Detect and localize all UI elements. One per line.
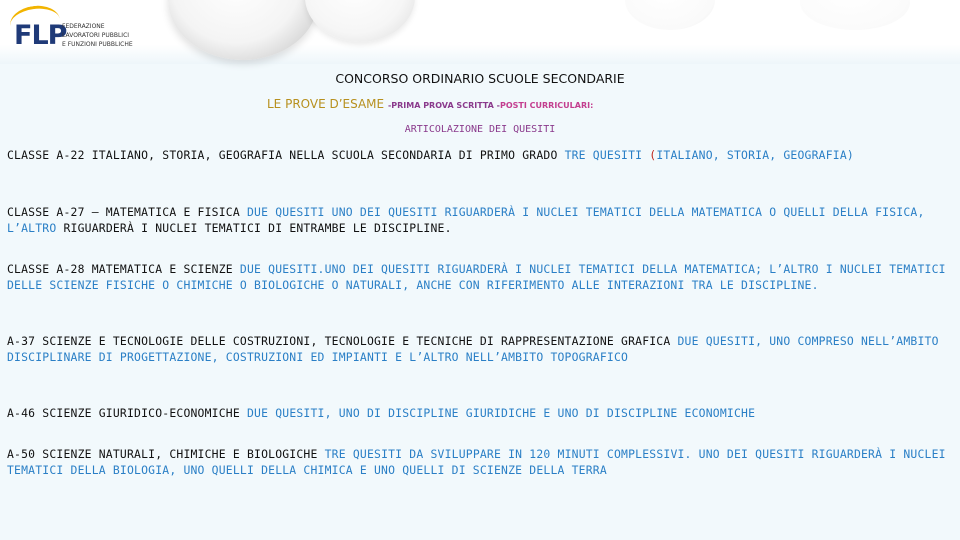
flp-logo	[14, 20, 144, 62]
logo-mark: FLP	[14, 20, 67, 51]
logo-text: FEDERAZIONE LAVORATORI PUBBLICI E FUNZIONI PUBBLICHE	[62, 23, 133, 48]
paragraph-a50: A-50 SCIENZE NATURALI, CHIMICHE E BIOLOGICHE TRE QUESITI DA SVILUPPARE IN 120 MINUTI COMPLESSIVI. UNO DEI QUESITI RIGUARDERÀ I NUCLEI TEMATICI DELLA BIOLOGIA, UNO QUELLI DELLA CHIMICA E UNO QUELLI DI SCIENZE DELLA TERRA	[7, 447, 946, 477]
paragraph-a46: A-46 SCIENZE GIURIDICO-ECONOMICHE DUE QUESITI, UNO DI DISCIPLINE GIURIDICHE E UNO DI DISCIPLINE ECONOMICHE	[7, 406, 756, 420]
page-subtitle: LE PROVE D’ESAME -PRIMA PROVA SCRITTA -POSTI CURRICULARI:	[267, 97, 594, 111]
paragraph-a28: CLASSE A-28 MATEMATICA E SCIENZE DUE QUESITI.UNO DEI QUESITI RIGUARDERÀ I NUCLEI TEMATICI DELLA MATEMATICA; L’ALTRO I NUCLEI TEMATICI DELLE SCIENZE FISICHE O CHIMICHE O BIOLOGICHE O NATURALI, ANCHE CON RIFERIMENTO ALLE INTERAZIONI TRA LE DISCIPLINE.	[7, 262, 946, 292]
paragraph-a37: A-37 SCIENZE E TECNOLOGIE DELLE COSTRUZIONI, TECNOLOGIE E TECNICHE DI RAPPRESENTAZIONE GRAFICA DUE QUESITI, UNO COMPRESO NELL’AMBITO DISCIPLINARE DI PROGETTAZIONE, COSTRUZIONI ED IMPIANTI E L’ALTRO NELL’AMBITO TOPOGRAFICO	[7, 334, 939, 364]
paragraph-a22: CLASSE A-22 ITALIANO, STORIA, GEOGRAFIA NELLA SCUOLA SECONDARIA DI PRIMO GRADO TRE QUESITI (ITALIANO, STORIA, GEOGRAFIA)	[7, 148, 854, 162]
section-heading: ARTICOLAZIONE DEI QUESITI	[404, 124, 556, 135]
page-title: CONCORSO ORDINARIO SCUOLE SECONDARIE	[335, 71, 625, 86]
paragraph-a27: CLASSE A-27 – MATEMATICA E FISICA DUE QUESITI UNO DEI QUESITI RIGUARDERÀ I NUCLEI TEMATICI DELLA MATEMATICA O QUELLI DELLA FISICA, L’ALTRO RIGUARDERÀ I NUCLEI TEMATICI DI ENTRAMBE LE DISCIPLINE.	[7, 205, 925, 235]
